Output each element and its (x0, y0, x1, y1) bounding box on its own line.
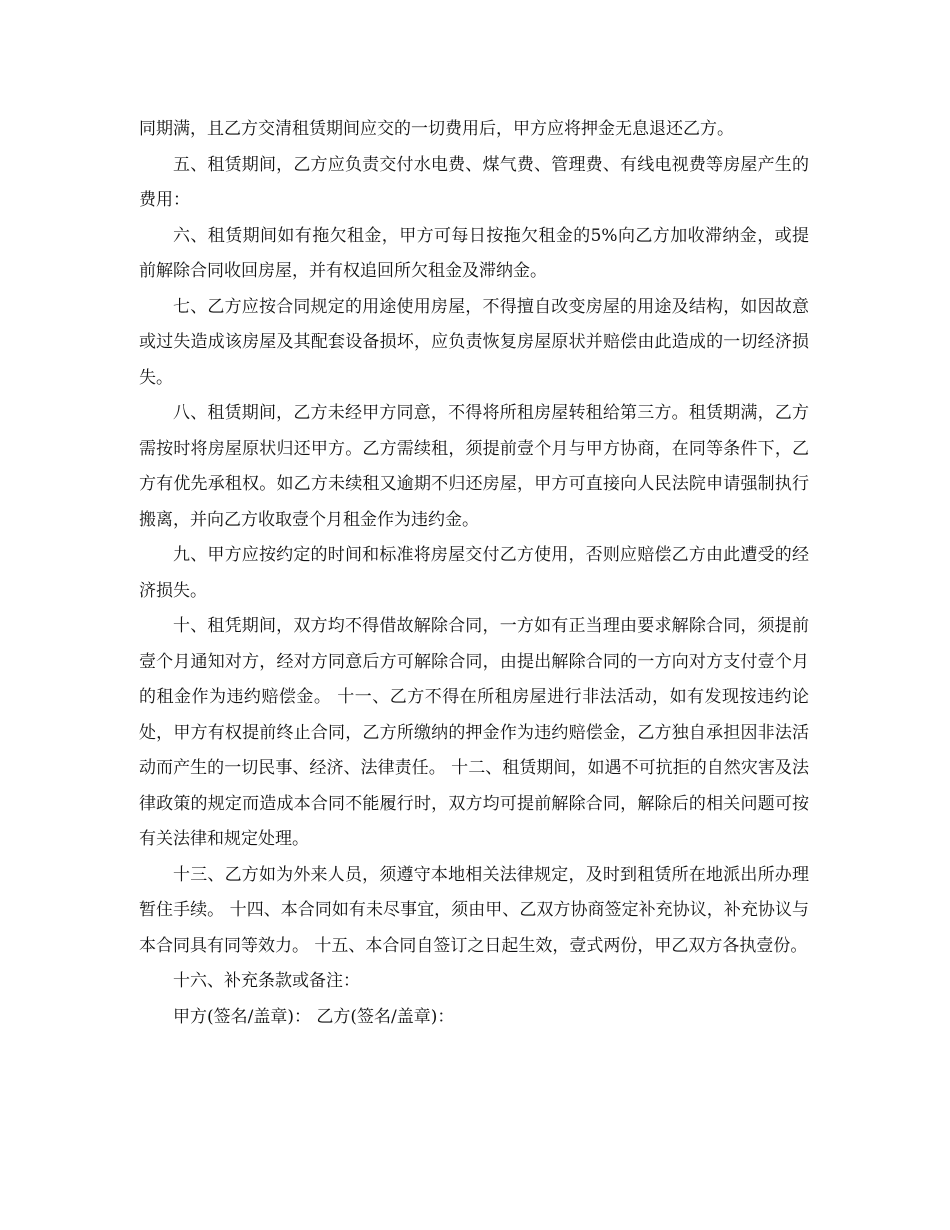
party-b-signature: 乙方(签名/盖章)： (316, 1006, 455, 1027)
paragraph-clause-13-15: 十三、乙方如为外来人员，须遵守本地相关法律规定，及时到租赁所在地派出所办理暂住手续。 十四、本合同如有未尽事宜，须由甲、乙双方协商签定补充协议，补充协议与本合同具有同等效力。 十五、本合同自签订之日起生效，壹式两份，甲乙双方各执壹份。 (139, 864, 809, 956)
paragraph-clause-8: 八、租赁期间，乙方未经甲方同意，不得将所租房屋转租给第三方。租赁期满，乙方需按时将房屋原状归还甲方。乙方需续租，须提前壹个月与甲方协商，在同等条件下，乙方有优先承租权。如乙方未续租又逾期不归还房屋，甲方可直接向人民法院申请强制执行搬离，并向乙方收取壹个月租金作为违约金。 (139, 403, 809, 530)
party-a-signature: 甲方(签名/盖章)： (173, 1006, 311, 1027)
paragraph-clause-7: 七、乙方应按合同规定的用途使用房屋，不得擅自改变房屋的用途及结构，如因故意或过失造成该房屋及其配套设备损坏，应负责恢复房屋原状并赔偿由此造成的一切经济损失。 (139, 296, 809, 388)
paragraph-continuation: 同期满，且乙方交清租赁期间应交的一切费用后，甲方应将押金无息退还乙方。 (139, 119, 734, 139)
paragraph-clause-5: 五、租赁期间，乙方应负责交付水电费、煤气费、管理费、有线电视费等房屋产生的费用： (139, 154, 809, 210)
paragraph-clause-9: 九、甲方应按约定的时间和标准将房屋交付乙方使用，否则应赔偿乙方由此遭受的经济损失。 (139, 545, 809, 601)
signature-line (139, 1000, 809, 1036)
paragraph-clause-6: 六、租赁期间如有拖欠租金，甲方可每日按拖欠租金的5%向乙方加收滞纳金，或提前解除合同收回房屋，并有权追回所欠租金及滞纳金。 (139, 225, 809, 281)
contract-body (139, 112, 809, 1035)
paragraph-clause-16: 十六、补充条款或备注： (173, 971, 360, 991)
paragraph-clause-10-12: 十、租凭期间，双方均不得借故解除合同，一方如有正当理由要求解除合同，须提前壹个月通知对方，经对方同意后方可解除合同，由提出解除合同的一方向对方支付壹个月的租金作为违约赔偿金。 十一、乙方不得在所租房屋进行非法活动，如有发现按违约论处，甲方有权提前终止合同，乙方所缴纳的押金作为违约赔偿金，乙方独自承担因非法活动而产生的一切民事、经济、法律责任。 十二、租赁期间，如遇不可抗拒的自然灾害及法律政策的规定而造成本合同不能履行时，双方均可提前解除合同，解除后的相关问题可按有关法律和规定处理。 (139, 616, 809, 849)
